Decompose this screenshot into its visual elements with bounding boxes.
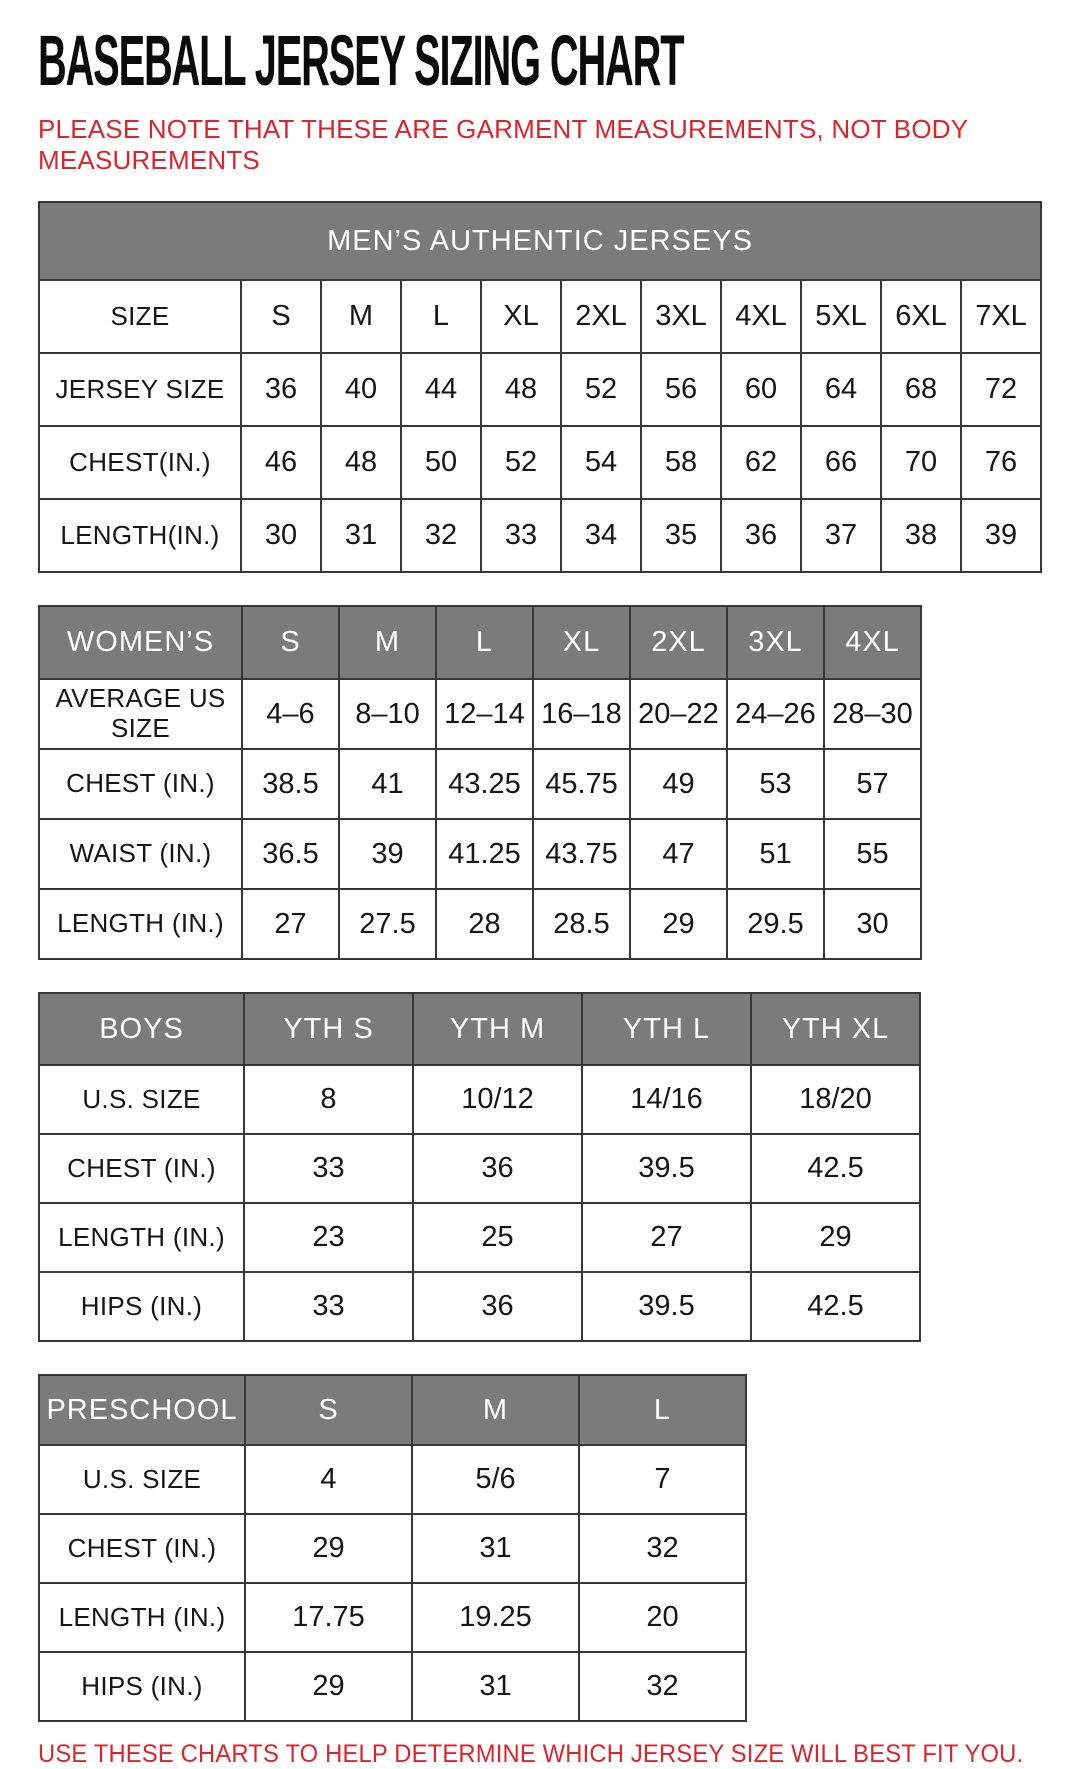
- mens-value-cell: S: [241, 280, 321, 353]
- mens-value-cell: 6XL: [881, 280, 961, 353]
- womens-value-cell: 29.5: [727, 889, 824, 959]
- preschool-value-cell: 29: [245, 1652, 412, 1721]
- womens-value-cell: 29: [630, 889, 727, 959]
- preschool-value-cell: 19.25: [412, 1583, 579, 1652]
- boys-value-cell: 18/20: [751, 1065, 920, 1134]
- womens-header-row: [39, 606, 921, 679]
- mens-value-cell: 37: [801, 499, 881, 572]
- boys-row-label: U.S. SIZE: [39, 1065, 244, 1134]
- mens-value-cell: 56: [641, 353, 721, 426]
- womens-value-cell: 45.75: [533, 749, 630, 819]
- womens-value-cell: 28: [436, 889, 533, 959]
- womens-measurement-row: [39, 679, 921, 749]
- boys-row-label: LENGTH (IN.): [39, 1203, 244, 1272]
- boys-measurement-row: [39, 1203, 920, 1272]
- womens-value-cell: 39: [339, 819, 436, 889]
- boys-row-label: CHEST (IN.): [39, 1134, 244, 1203]
- boys-size-column-header: YTH XL: [751, 993, 920, 1065]
- mens-value-cell: 48: [481, 353, 561, 426]
- boys-size-column-header: YTH S: [244, 993, 413, 1065]
- boys-value-cell: 33: [244, 1134, 413, 1203]
- garment-measurements-note: PLEASE NOTE THAT THESE ARE GARMENT MEASUREMENTS, NOT BODY MEASUREMENTS: [38, 114, 968, 175]
- womens-value-cell: 51: [727, 819, 824, 889]
- womens-row-label: AVERAGE US SIZE: [39, 679, 242, 749]
- womens-value-cell: 8–10: [339, 679, 436, 749]
- mens-value-cell: 46: [241, 426, 321, 499]
- womens-table: [38, 605, 922, 960]
- womens-value-cell: 41: [339, 749, 436, 819]
- womens-value-cell: 20–22: [630, 679, 727, 749]
- preschool-row-label: HIPS (IN.): [39, 1652, 245, 1721]
- mens-value-cell: 36: [721, 499, 801, 572]
- boys-measurement-row: [39, 1065, 920, 1134]
- mens-value-cell: 3XL: [641, 280, 721, 353]
- preschool-value-cell: 5/6: [412, 1445, 579, 1514]
- womens-size-column-header: L: [436, 606, 533, 679]
- mens-value-cell: 4XL: [721, 280, 801, 353]
- womens-value-cell: 30: [824, 889, 921, 959]
- preschool-measurement-row: [39, 1514, 746, 1583]
- preschool-header-label: PRESCHOOL: [39, 1375, 245, 1445]
- preschool-header-row: [39, 1375, 746, 1445]
- womens-value-cell: 4–6: [242, 679, 339, 749]
- preschool-value-cell: 29: [245, 1514, 412, 1583]
- mens-value-cell: 39: [961, 499, 1041, 572]
- boys-value-cell: 33: [244, 1272, 413, 1341]
- womens-value-cell: 38.5: [242, 749, 339, 819]
- mens-value-cell: 60: [721, 353, 801, 426]
- preschool-row-label: U.S. SIZE: [39, 1445, 245, 1514]
- boys-value-cell: 25: [413, 1203, 582, 1272]
- boys-value-cell: 23: [244, 1203, 413, 1272]
- mens-value-cell: 76: [961, 426, 1041, 499]
- preschool-measurement-row: [39, 1652, 746, 1721]
- preschool-row-label: LENGTH (IN.): [39, 1583, 245, 1652]
- mens-value-cell: 7XL: [961, 280, 1041, 353]
- womens-value-cell: 49: [630, 749, 727, 819]
- boys-measurement-row: [39, 1272, 920, 1341]
- mens-value-cell: XL: [481, 280, 561, 353]
- womens-size-column-header: XL: [533, 606, 630, 679]
- womens-measurement-row: [39, 819, 921, 889]
- mens-value-cell: 38: [881, 499, 961, 572]
- mens-value-cell: 34: [561, 499, 641, 572]
- boys-value-cell: 36: [413, 1272, 582, 1341]
- womens-value-cell: 24–26: [727, 679, 824, 749]
- mens-row-label: SIZE: [39, 280, 241, 353]
- womens-value-cell: 57: [824, 749, 921, 819]
- preschool-value-cell: 31: [412, 1514, 579, 1583]
- womens-row-label: LENGTH (IN.): [39, 889, 242, 959]
- mens-measurement-row: [39, 499, 1041, 572]
- mens-value-cell: 32: [401, 499, 481, 572]
- womens-value-cell: 27.5: [339, 889, 436, 959]
- boys-size-column-header: YTH M: [413, 993, 582, 1065]
- womens-row-label: CHEST (IN.): [39, 749, 242, 819]
- womens-value-cell: 27: [242, 889, 339, 959]
- womens-value-cell: 43.25: [436, 749, 533, 819]
- mens-row-label: CHEST(IN.): [39, 426, 241, 499]
- womens-value-cell: 47: [630, 819, 727, 889]
- mens-value-cell: 50: [401, 426, 481, 499]
- boys-size-column-header: YTH L: [582, 993, 751, 1065]
- mens-value-cell: 40: [321, 353, 401, 426]
- footer-note: USE THESE CHARTS TO HELP DETERMINE WHICH JERSEY SIZE WILL BEST FIT YOU.: [38, 1740, 1024, 1769]
- mens-header-row: [39, 202, 1041, 280]
- boys-value-cell: 36: [413, 1134, 582, 1203]
- mens-value-cell: M: [321, 280, 401, 353]
- womens-value-cell: 43.75: [533, 819, 630, 889]
- mens-value-cell: 2XL: [561, 280, 641, 353]
- boys-value-cell: 8: [244, 1065, 413, 1134]
- womens-value-cell: 41.25: [436, 819, 533, 889]
- mens-row-label: LENGTH(IN.): [39, 499, 241, 572]
- mens-measurement-row: [39, 280, 1041, 353]
- boys-value-cell: 29: [751, 1203, 920, 1272]
- preschool-measurement-row: [39, 1445, 746, 1514]
- mens-value-cell: L: [401, 280, 481, 353]
- preschool-value-cell: 31: [412, 1652, 579, 1721]
- mens-value-cell: 5XL: [801, 280, 881, 353]
- boys-row-label: HIPS (IN.): [39, 1272, 244, 1341]
- mens-value-cell: 64: [801, 353, 881, 426]
- mens-value-cell: 52: [561, 353, 641, 426]
- preschool-measurement-row: [39, 1583, 746, 1652]
- boys-table: [38, 992, 921, 1342]
- mens-value-cell: 54: [561, 426, 641, 499]
- mens-value-cell: 52: [481, 426, 561, 499]
- boys-value-cell: 10/12: [413, 1065, 582, 1134]
- preschool-size-column-header: L: [579, 1375, 746, 1445]
- preschool-value-cell: 32: [579, 1514, 746, 1583]
- page-title: BASEBALL JERSEY SIZING CHART: [38, 22, 684, 101]
- mens-row-label: JERSEY SIZE: [39, 353, 241, 426]
- womens-size-column-header: S: [242, 606, 339, 679]
- womens-header-label: WOMEN’S: [39, 606, 242, 679]
- mens-measurement-row: [39, 426, 1041, 499]
- boys-value-cell: 14/16: [582, 1065, 751, 1134]
- mens-value-cell: 36: [241, 353, 321, 426]
- mens-table: [38, 201, 1042, 573]
- preschool-value-cell: 7: [579, 1445, 746, 1514]
- preschool-size-column-header: S: [245, 1375, 412, 1445]
- preschool-row-label: CHEST (IN.): [39, 1514, 245, 1583]
- mens-value-cell: 72: [961, 353, 1041, 426]
- preschool-value-cell: 32: [579, 1652, 746, 1721]
- womens-value-cell: 12–14: [436, 679, 533, 749]
- womens-size-column-header: M: [339, 606, 436, 679]
- mens-value-cell: 68: [881, 353, 961, 426]
- boys-value-cell: 42.5: [751, 1272, 920, 1341]
- womens-measurement-row: [39, 889, 921, 959]
- mens-value-cell: 70: [881, 426, 961, 499]
- womens-value-cell: 36.5: [242, 819, 339, 889]
- boys-header-row: [39, 993, 920, 1065]
- mens-value-cell: 48: [321, 426, 401, 499]
- mens-header-title: MEN’S AUTHENTIC JERSEYS: [39, 202, 1041, 280]
- womens-measurement-row: [39, 749, 921, 819]
- womens-value-cell: 53: [727, 749, 824, 819]
- womens-value-cell: 55: [824, 819, 921, 889]
- mens-value-cell: 31: [321, 499, 401, 572]
- boys-value-cell: 39.5: [582, 1272, 751, 1341]
- mens-value-cell: 30: [241, 499, 321, 572]
- boys-value-cell: 39.5: [582, 1134, 751, 1203]
- womens-value-cell: 16–18: [533, 679, 630, 749]
- mens-value-cell: 44: [401, 353, 481, 426]
- boys-measurement-row: [39, 1134, 920, 1203]
- womens-size-column-header: 4XL: [824, 606, 921, 679]
- preschool-size-column-header: M: [412, 1375, 579, 1445]
- preschool-value-cell: 20: [579, 1583, 746, 1652]
- preschool-table: [38, 1374, 747, 1722]
- boys-value-cell: 42.5: [751, 1134, 920, 1203]
- womens-value-cell: 28.5: [533, 889, 630, 959]
- boys-header-label: BOYS: [39, 993, 244, 1065]
- preschool-value-cell: 4: [245, 1445, 412, 1514]
- mens-value-cell: 58: [641, 426, 721, 499]
- mens-value-cell: 33: [481, 499, 561, 572]
- boys-value-cell: 27: [582, 1203, 751, 1272]
- preschool-value-cell: 17.75: [245, 1583, 412, 1652]
- womens-value-cell: 28–30: [824, 679, 921, 749]
- womens-size-column-header: 3XL: [727, 606, 824, 679]
- mens-measurement-row: [39, 353, 1041, 426]
- womens-row-label: WAIST (IN.): [39, 819, 242, 889]
- womens-size-column-header: 2XL: [630, 606, 727, 679]
- mens-value-cell: 62: [721, 426, 801, 499]
- mens-value-cell: 66: [801, 426, 881, 499]
- mens-value-cell: 35: [641, 499, 721, 572]
